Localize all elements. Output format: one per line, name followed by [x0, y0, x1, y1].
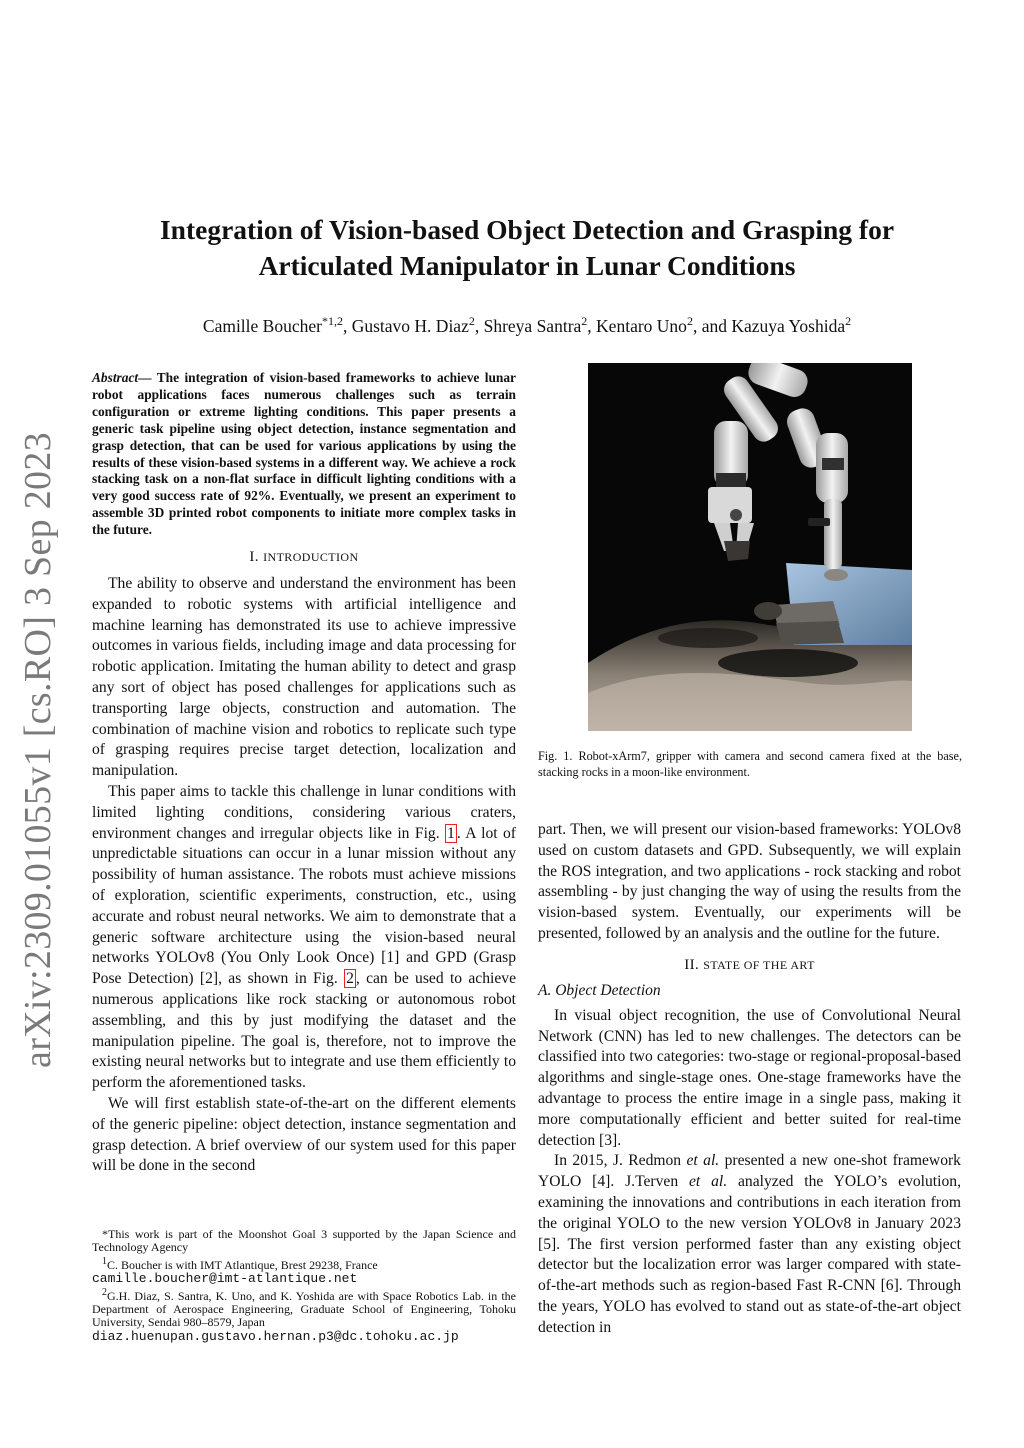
- section-heading-state-of-the-art: [538, 957, 961, 974]
- footnote-text: G.H. Diaz, S. Santra, K. Uno, and K. Yoshida are with Space Robotics Lab. in the Department of Aerospace Engineering, Graduate School of Engineering, Tohoku University, Sendai 980–8579, Japan: [92, 1288, 516, 1330]
- author-name: Kentaro Uno: [596, 315, 687, 336]
- et-al: et al.: [686, 1152, 720, 1170]
- section-number: II.: [684, 956, 700, 973]
- section-number: I.: [249, 549, 259, 566]
- abstract-label: Abstract: [92, 370, 139, 385]
- paper-title: Integration of Vision-based Object Detection and Grasping for Articulated Manipulator in Lunar Conditions: [159, 214, 895, 281]
- author-affiliation: *1,2: [321, 314, 343, 328]
- author-affiliation: 2: [581, 314, 588, 328]
- subsection-title: Object Detection: [555, 981, 661, 999]
- et-al: et al.: [689, 1173, 728, 1191]
- email-address: diaz.huenupan.gustavo.hernan.p3@dc.tohoku.ac.jp: [92, 1328, 459, 1344]
- author-affiliation: 2: [845, 314, 852, 328]
- subsection-heading-object-detection: [538, 982, 961, 1000]
- paragraph: We will first establish state-of-the-art on the different elements of the generic pipeline: object detection, instance segmentation and grasp detection. A brief overview of our system used for this paper will be done in the second: [92, 1094, 516, 1175]
- arxiv-sidebar-stamp: [12, 432, 64, 1068]
- subsection-number: A.: [538, 981, 552, 999]
- footnote-mark: 1: [102, 1255, 107, 1267]
- author-name: Kazuya Yoshida: [731, 315, 846, 336]
- left-column: [92, 370, 516, 1177]
- paragraph-text: presented a new one-shot framework YOLO [4]. J.Terven: [538, 1152, 961, 1191]
- paragraph-text: In 2015, J. Redmon: [554, 1152, 682, 1170]
- figure-robot-photo: [588, 363, 912, 731]
- paragraph-text: analyzed the YOLO’s evolution, examining the innovations and contributions in each iteration from the original YOLO to the new version YOLOv8 in January 2023 [5]. The first version performed faster than any existing object detector but the localization error was larger compared with state-of-the-art methods such as region-based Fast R-CNN [6]. Through the years, YOLO has evolved to stand out as state-of-the-art object detection in: [538, 1173, 961, 1336]
- author-name: Gustavo H. Diaz: [351, 315, 469, 336]
- figure-reference-link[interactable]: 2: [346, 970, 354, 988]
- abstract-text: The integration of vision-based frameworks to achieve lunar robot applications faces numerous challenges such as terrain configuration or extreme lighting conditions. This paper presents a generic task pipeline using object detection, instance segmentation and grasp detection, that can be used for various applications by using the results of these vision-based systems in a different way. We achieve a rock stacking task on a non-flat surface in difficult lighting conditions with a very good success rate of 92%. Eventually, we present an experiment to assemble 3D printed robot components to initiate more complex tasks in the future.: [92, 370, 517, 538]
- footnote-mark: 2: [102, 1286, 107, 1298]
- author-name: Camille Boucher: [202, 315, 322, 336]
- paragraph: In visual object recognition, the use of Convolutional Neural Network (CNN) has led to new challenges. The detectors can be classified into two categories: two-stage or regional-proposal-based algorithms and single-stage ones. One-stage frameworks have the advantage to process the entire image in a single pass, making it more computationally efficient and better suited for real-time detection [3].: [538, 1006, 961, 1149]
- footnote-text: C. Boucher is with IMT Atlantique, Brest 29238, France: [107, 1257, 378, 1272]
- right-column: [538, 820, 961, 1339]
- paragraph-text: , can be used to achieve numerous applications like rock stacking or autonomous robot assembling, and this by just modifying the dataset and the manipulation pipeline. The goal is, therefore, not to improve the existing neural networks but to integrate and use them efficiently to perform the aforementioned tasks.: [92, 970, 516, 1092]
- paragraph: part. Then, we will present our vision-based frameworks: YOLOv8 used on custom datasets and GPD. Subsequently, we will explain the ROS integration, and two applications - rock stacking and robot assembling - by just changing the way of using the results from the vision-based system. Eventually, our experiments will be presented, followed by an analysis and the outline for the future.: [538, 821, 961, 942]
- paragraph-text: This paper aims to tackle this challenge in lunar conditions with limited lighting conditions, considering various craters, environment changes and irregular objects like in Fig.: [92, 783, 516, 842]
- section-title: INTRODUCTION: [263, 550, 359, 565]
- arxiv-id: arXiv:2309.01055v1 [cs.RO] 3 Sep 2023: [17, 432, 59, 1068]
- footnote: *This work is part of the Moonshot Goal 3 supported by the Japan Science and Technology Agency: [92, 1227, 516, 1255]
- section-title: STATE OF THE ART: [703, 957, 815, 972]
- paragraph: [92, 782, 516, 1094]
- section-heading-introduction: [92, 549, 516, 566]
- paragraph: The ability to observe and understand the environment has been expanded to robotic systems with artificial intelligence and machine learning has demonstrated its use to achieve impressive outcomes in various fields, including image and data processing for robotic application. Imitating the human ability to detect and grasp any sort of object has posed challenges for applications such as transporting large objects, construction and automation. The combination of machine vision and robotics to replicate such type of grasping requires precise target detection, localization and manipulation.: [92, 575, 516, 780]
- footnotes: [92, 1228, 516, 1343]
- footnote: [92, 1286, 516, 1344]
- author-affiliation: 2: [686, 314, 693, 328]
- figure-caption: Fig. 1. Robot-xArm7, gripper with camera and second camera fixed at the base, stacking rocks in a moon-like environment.: [538, 749, 962, 779]
- paragraph: [538, 1151, 961, 1338]
- author-list: Camille Boucher$^{*1,2}$, Gustavo H. Diaz$^2$, Shreya Santra$^2$, Kentaro Uno$^2$, and Kazuya Yoshida$^2$: [202, 314, 852, 336]
- figure-reference-link[interactable]: 1: [447, 824, 455, 842]
- robot-arm-illustration: [588, 363, 912, 731]
- author-affiliation: 2: [468, 314, 475, 328]
- footnote: [92, 1255, 516, 1286]
- email-address: camille.boucher@imt-atlantique.net: [92, 1271, 358, 1287]
- author-name: Shreya Santra: [483, 315, 582, 336]
- paragraph-text: . A lot of unpredictable situations can occur in a lunar mission without any possibility of human assistance. The robots must achieve missions of exploration, scientific experiments, construction, etc., using accurate and robust neural networks. We aim to demonstrate that a generic software architecture using the vision-based neural networks YOLOv8 (You Only Look Once) [1] and GPD (Grasp Pose Detection) [2], as shown in Fig.: [92, 824, 516, 988]
- abstract: Abstract— The integration of vision-based frameworks to achieve lunar robot applications faces numerous challenges such as terrain configuration or extreme lighting conditions. This paper presents a generic task pipeline using object detection, instance segmentation and grasp detection, that can be used for various applications by using the results of these vision-based systems in a different way. We achieve a rock stacking task on a non-flat surface in difficult lighting conditions with a very good success rate of 92%. Eventually, we present an experiment to assemble 3D printed robot components to initiate more complex tasks in the future.: [92, 370, 517, 538]
